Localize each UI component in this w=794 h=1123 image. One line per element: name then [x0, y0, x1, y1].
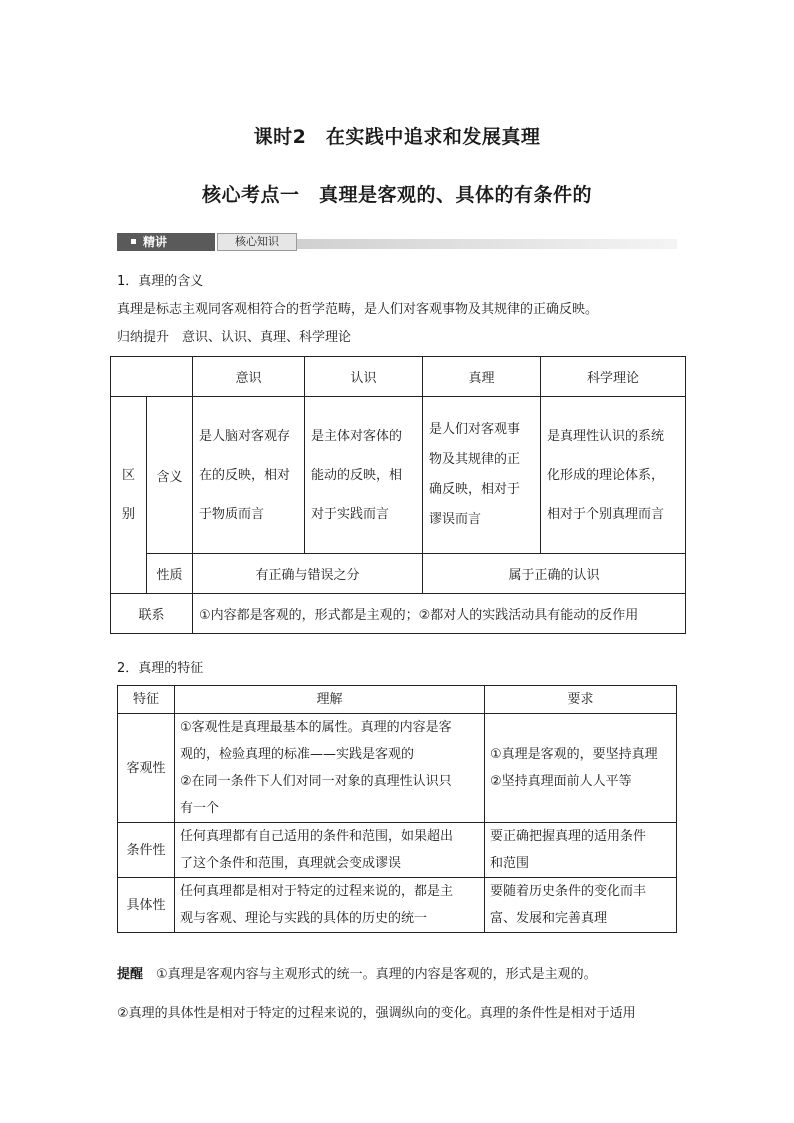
truth-definition: 真理是标志主观同客观相符合的哲学范畴，是人们对客观事物及其规律的正确反映。: [117, 302, 599, 317]
cell-line: 任何真理都有自己适用的条件和范围，如果超出: [180, 829, 454, 844]
banner-divider: [297, 239, 677, 249]
truth-features-table: [117, 685, 677, 933]
cell-line: 观的，检验真理的标准——实践是客观的: [180, 747, 415, 762]
table-header: 特征: [118, 686, 175, 714]
tip-text-1: ①真理是客观内容与主观形式的统一。真理的内容是客观的，形式是主观的。: [156, 967, 597, 982]
difference-char: 别: [121, 507, 135, 522]
table-header: 科学理论: [541, 357, 686, 397]
tip-line-2: ②真理的具体性是相对于特定的过程来说的，强调纵向的变化。真理的条件性是相对于适用: [117, 1006, 636, 1021]
cell-line: 能动的反映，相: [311, 467, 403, 483]
feature-requirement: [485, 823, 677, 878]
cell-line: 富、发展和完善真理: [490, 911, 608, 926]
link-text: ①内容都是客观的，形式都是主观的；②都对人的实践活动具有能动的反作用: [193, 594, 686, 634]
table-header: 意识: [193, 357, 305, 397]
section1-heading: 1．真理的含义: [117, 274, 204, 289]
tip-line-1: [117, 963, 597, 982]
table-header: 要求: [485, 686, 677, 714]
cell-line: 于物质而言: [199, 506, 265, 522]
cell-line: 化形成的理论体系，: [547, 467, 665, 483]
difference-char: 区: [121, 468, 135, 483]
cell-line: 有一个: [180, 801, 220, 816]
feature-understanding: [175, 823, 485, 878]
nature-label: 性质: [147, 554, 193, 594]
feature-understanding: [175, 878, 485, 933]
cell-line: 对于实践而言: [311, 506, 390, 522]
cell-line: 谬误而言: [429, 512, 482, 527]
cell-line: ①客观性是真理最基本的属性。真理的内容是客: [180, 720, 452, 735]
square-bullet-icon: [131, 239, 136, 244]
banner-tag: 核心知识: [217, 233, 297, 251]
table-header: 理解: [175, 686, 485, 714]
cell-line: 确反映，相对于: [429, 482, 521, 497]
cell-line: 要随着历史条件的变化而丰: [490, 884, 647, 899]
feature-name: 条件性: [118, 823, 175, 878]
meaning-label: 含义: [147, 397, 193, 554]
cell-line: 是人们对客观事: [429, 422, 521, 437]
meaning-truth: [423, 397, 541, 554]
meaning-cognition: [305, 397, 423, 554]
feature-requirement: [485, 878, 677, 933]
cell-line: 是主体对客体的: [311, 428, 403, 444]
table-header: 真理: [423, 357, 541, 397]
cell-line: ②在同一条件下人们对同一对象的真理性认识只: [180, 774, 452, 789]
cell-line: 任何真理都是相对于特定的过程来说的，都是主: [180, 884, 454, 899]
cell-line: 在的反映，相对: [199, 467, 291, 483]
cell-line: 相对于个别真理而言: [547, 506, 665, 522]
table-row: [118, 823, 677, 878]
section-banner: [117, 233, 677, 251]
cell-line: 是真理性认识的系统: [547, 428, 665, 444]
feature-requirement: [485, 714, 677, 823]
table-header: 认识: [305, 357, 423, 397]
cell-line: 是人脑对客观存: [199, 428, 291, 444]
cell-line: 观与客观、理论与实践的具体的历史的统一: [180, 911, 428, 926]
cell-line: 和范围: [490, 856, 530, 871]
page-title: 课时2 在实践中追求和发展真理: [253, 126, 541, 148]
section-title: 核心考点一 真理是客观的、具体的有条件的: [201, 184, 592, 206]
section2-heading: 2．真理的特征: [117, 661, 204, 676]
nature-right: 属于正确的认识: [423, 554, 686, 594]
cell-line: 要正确把握真理的适用条件: [490, 829, 647, 844]
table-header-empty: [111, 357, 193, 397]
tip-label: 提醒: [117, 967, 144, 982]
cell-line: ②坚持真理面前人人平等: [490, 774, 632, 789]
nature-left: 有正确与错误之分: [193, 554, 423, 594]
table-row: [118, 714, 677, 823]
difference-label: [111, 397, 147, 594]
cell-line: 了这个条件和范围，真理就会变成谬误: [180, 856, 402, 871]
link-label: 联系: [111, 594, 193, 634]
banner-main-label: 精讲: [143, 235, 168, 249]
meaning-scientific-theory: [541, 397, 686, 554]
feature-understanding: [175, 714, 485, 823]
table-row: [118, 878, 677, 933]
feature-name: 客观性: [118, 714, 175, 823]
cell-line: 物及其规律的正: [429, 452, 521, 467]
meaning-consciousness: [193, 397, 305, 554]
banner-main: [117, 233, 215, 251]
cell-line: ①真理是客观的，要坚持真理: [490, 747, 658, 762]
induction-heading: 归纳提升 意识、认识、真理、科学理论: [117, 330, 352, 345]
feature-name: 具体性: [118, 878, 175, 933]
concept-comparison-table: [110, 356, 686, 634]
